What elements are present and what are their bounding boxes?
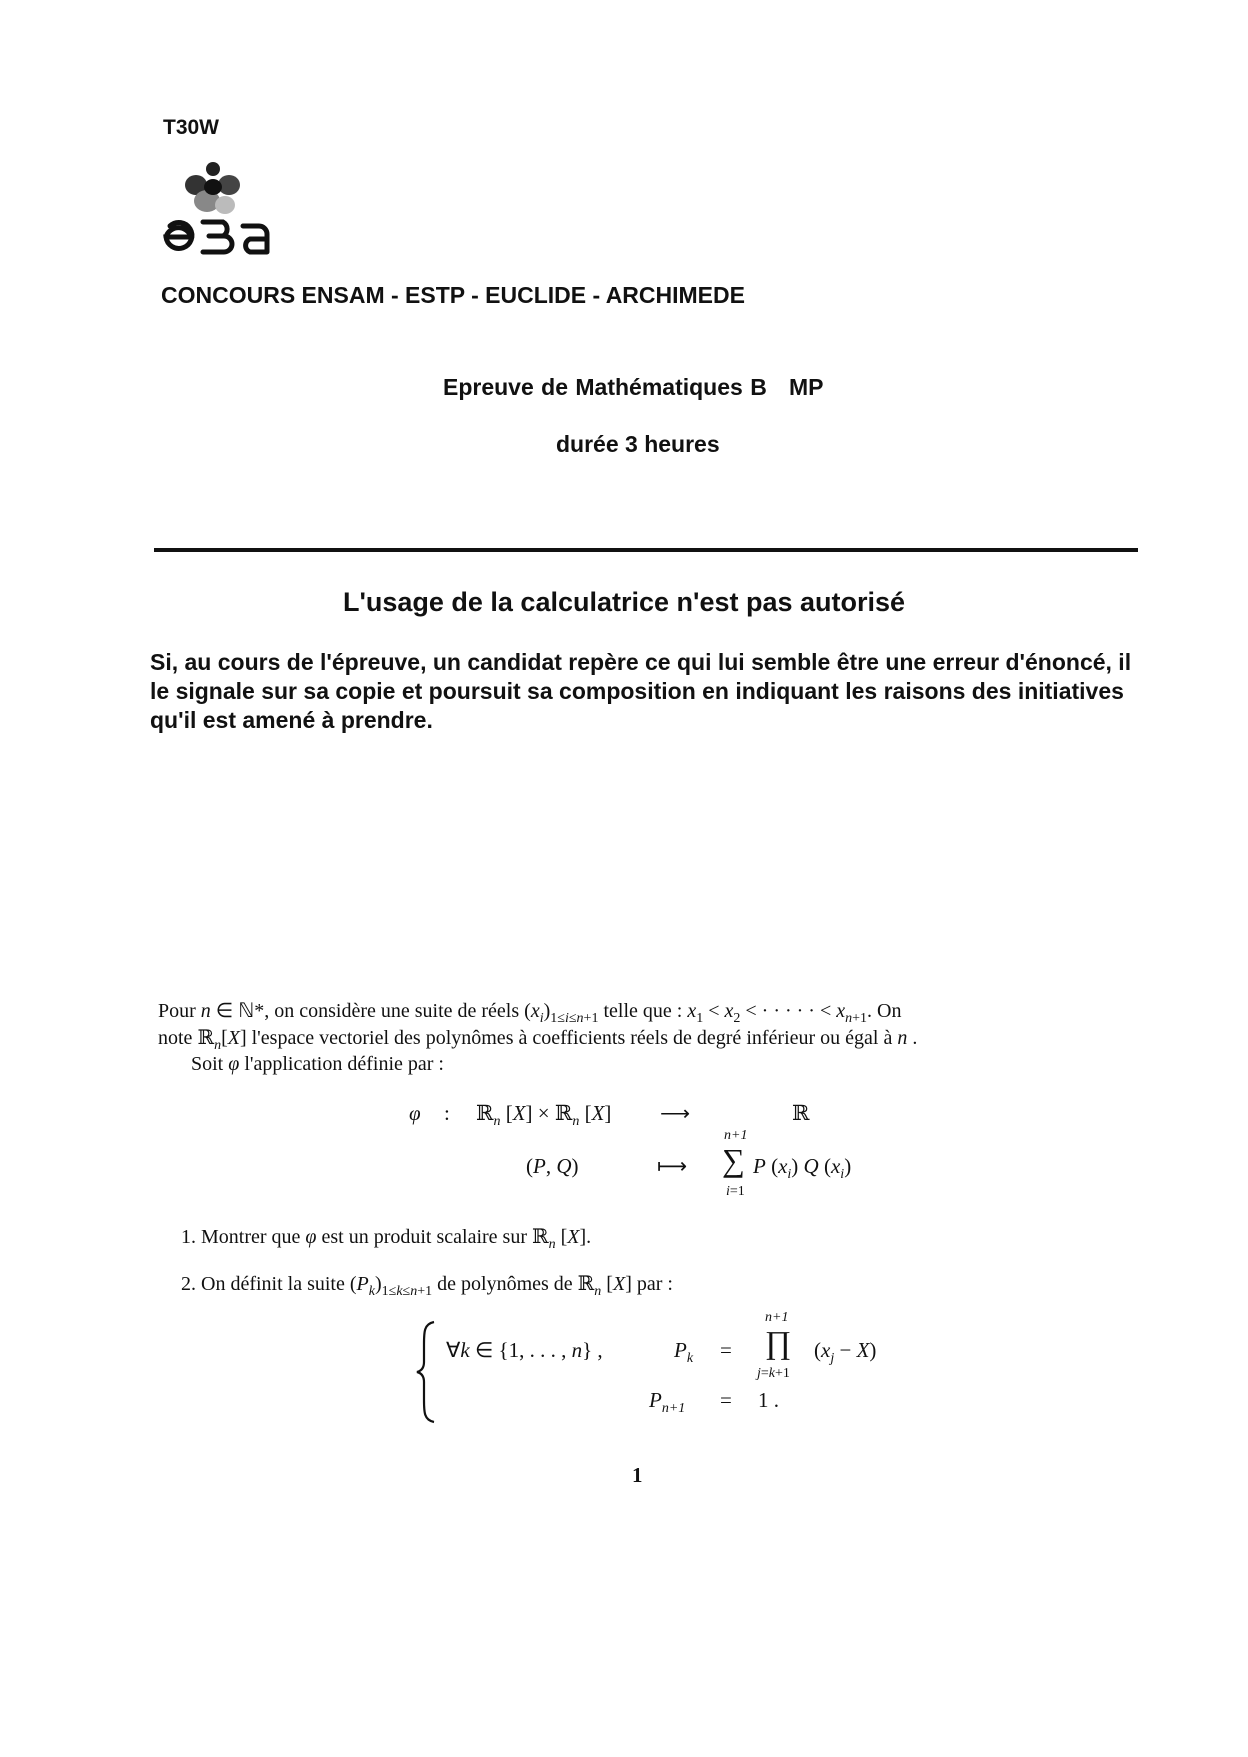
math-sum-sign: ∑ bbox=[722, 1142, 745, 1178]
math-mapsto: ⟼ bbox=[657, 1154, 688, 1178]
math-prod-sign: ∏ bbox=[765, 1324, 792, 1360]
question-text: de polynômes de bbox=[437, 1273, 573, 1295]
intro-line-1: Pour n ∈ ℕ*, on considère une suite de réels $(x_i)_{1\le i\le n+1}$ telle que : $x_1 < x_2$ < · · · · · < $x_{n+1}$. On bbox=[158, 1000, 902, 1026]
question-text: On définit la suite bbox=[201, 1273, 345, 1295]
intro-line-3: Soit φ l'application définie par : bbox=[191, 1053, 444, 1075]
e3a-logo-wordmark bbox=[161, 212, 277, 262]
math-sum-lower: i=1 bbox=[726, 1184, 745, 1199]
math-left-brace bbox=[414, 1320, 438, 1424]
question-number: 1. bbox=[181, 1226, 196, 1248]
intro-text: Pour bbox=[158, 1000, 196, 1022]
math-pn1: $P_{n+1}$ bbox=[649, 1388, 686, 1417]
math-one: 1 . bbox=[758, 1388, 779, 1412]
question-text: Montrer que bbox=[201, 1226, 301, 1248]
contest-title: CONCOURS ENSAM - ESTP - EUCLIDE - ARCHIMEDE bbox=[161, 282, 745, 308]
intro-text: l'application définie par : bbox=[244, 1053, 444, 1075]
page-number: 1 bbox=[632, 1463, 643, 1487]
math-forall: ∀k ∈ {1, . . . , n} , bbox=[446, 1338, 603, 1362]
math-eq-1: = bbox=[720, 1338, 732, 1362]
math-arrow: ⟶ bbox=[660, 1101, 691, 1125]
intro-text: On bbox=[877, 1000, 902, 1022]
intro-text: telle que : bbox=[603, 1000, 683, 1022]
calculator-notice: L'usage de la calculatrice n'est pas autorisé bbox=[342, 587, 906, 617]
question-2: 2. On définit la suite $(P_k)_{1\le k\le n+1}$ de polynômes de ℝ$_n$ [X] par : bbox=[181, 1271, 673, 1299]
math-phi: φ bbox=[409, 1101, 421, 1125]
exam-title: Epreuve de Mathématiques B MP bbox=[443, 374, 824, 400]
question-text: par : bbox=[636, 1273, 673, 1295]
header-divider bbox=[154, 548, 1138, 552]
e3a-logo-icon bbox=[183, 161, 243, 217]
intro-text: Soit bbox=[191, 1053, 224, 1075]
math-eq-2: = bbox=[720, 1388, 732, 1412]
math-prod-body: $(x_j - X)$ bbox=[814, 1338, 877, 1367]
intro-text: note bbox=[158, 1027, 193, 1049]
intro-text: , on considère une suite de réels bbox=[264, 1000, 520, 1022]
math-prod-upper: n+1 bbox=[765, 1310, 789, 1325]
question-text: est un produit scalaire sur bbox=[321, 1226, 527, 1248]
math-pk: $P_k$ bbox=[674, 1338, 694, 1367]
intro-text: l'espace vectoriel des polynômes à coefficients réels de degré inférieur ou égal à bbox=[251, 1027, 893, 1049]
math-codomain: ℝ bbox=[792, 1101, 810, 1125]
intro-line-2: note ℝ$_n$[X] l'espace vectoriel des polynômes à coefficients réels de degré inférieur ou égal à n . bbox=[158, 1025, 918, 1053]
exam-code: T30W bbox=[163, 116, 220, 139]
error-warning: Si, au cours de l'épreuve, un candidat repère ce qui lui semble être une erreur d'énoncé, il le signale sur sa copie et poursuit sa composition en indiquant les raisons des initiatives qu'il est amené à prendre. bbox=[150, 649, 1132, 733]
question-number: 2. bbox=[181, 1273, 196, 1295]
math-sum-upper: n+1 bbox=[724, 1128, 748, 1143]
math-prod-lower: j=k+1 bbox=[757, 1366, 790, 1381]
math-pair: (P, Q) bbox=[526, 1154, 579, 1178]
math-sum-body: P $(x_i)$ Q $(x_i)$ bbox=[753, 1154, 852, 1183]
math-domain: ℝ$_n$ [X] × ℝ$_n$ [X] bbox=[476, 1101, 612, 1130]
question-1: 1. Montrer que φ est un produit scalaire sur ℝ$_n$ [X]. bbox=[181, 1224, 592, 1252]
math-colon: : bbox=[444, 1101, 450, 1125]
exam-duration: durée 3 heures bbox=[556, 431, 720, 457]
